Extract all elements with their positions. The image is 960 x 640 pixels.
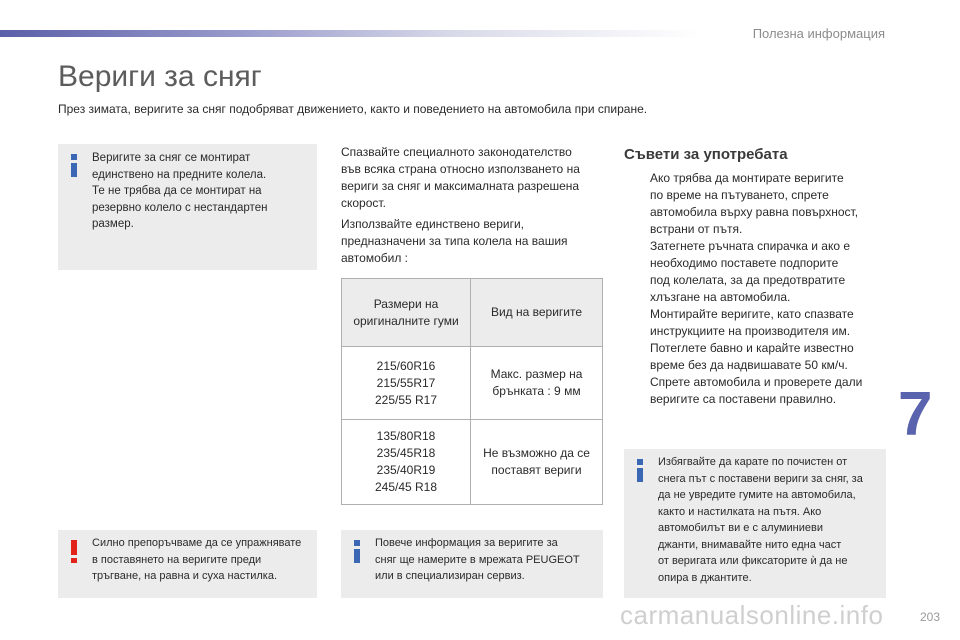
table-header-cell: Вид на веригите bbox=[471, 279, 603, 347]
list-item: Потеглете бавно и карайте известно време без да надвишавате 50 км/ч. bbox=[650, 341, 854, 372]
use-chains-paragraph: Използвайте единствено вериги, предназначени за типа колела на вашия автомобил : bbox=[341, 217, 568, 265]
watermark: carmanualsonline.info bbox=[620, 600, 884, 630]
info-box-more-info bbox=[341, 530, 603, 598]
header-gradient-bar bbox=[0, 30, 700, 37]
info-icon bbox=[637, 459, 644, 481]
table-header-cell: Размери на оригиналните гуми bbox=[342, 279, 471, 347]
tips-title: Съвети за употребата bbox=[624, 146, 788, 163]
info-box-clear-road bbox=[624, 449, 886, 598]
warning-box-practice bbox=[58, 530, 317, 598]
page-title: Вериги за сняг bbox=[58, 60, 262, 93]
info-box-text: Избягвайте да карате по почистен от снега път с поставени вериги за сняг, за да не увредите гумите на автомобила, както и настилката на пътя. Ако автомобилът ви е с алуминиеви джанти, внимавайте нито една част от веригата или фиксаторите ѝ да не опира в джантите. bbox=[658, 456, 863, 584]
table-cell-chain: Макс. размер на брънката : 9 мм bbox=[471, 347, 603, 420]
warning-box-text: Силно препоръчваме да се упражнявате в поставянето на веригите преди тръгване, на равна и суха настилка. bbox=[92, 537, 302, 582]
table-cell-sizes: 135/80R18 235/45R18 235/40R19 245/45 R18 bbox=[342, 420, 471, 505]
chapter-number: 7 bbox=[898, 380, 933, 449]
page-number: 203 bbox=[919, 610, 940, 624]
info-box-text: Повече информация за веригите за сняг ще намерите в мрежата PEUGEOT или в специализиран сервиз. bbox=[375, 537, 580, 582]
info-box-text: Веригите за сняг се монтират единствено на предните колела. Те не трябва да се монтират на резервно колело с нестандартен размер. bbox=[92, 152, 268, 230]
table-row bbox=[342, 420, 603, 505]
tips-list bbox=[624, 170, 894, 408]
legislation-paragraph: Спазвайте специалното законодателство във всяка страна относно използването на вериги за сняг и максималната разрешена скорост. bbox=[341, 145, 580, 210]
info-box-front-wheels bbox=[58, 144, 317, 270]
table-header-row bbox=[342, 279, 603, 347]
table-cell-chain: Не възможно да се поставят вериги bbox=[471, 420, 603, 505]
table-cell-sizes: 215/60R16 215/55R17 225/55 R17 bbox=[342, 347, 471, 420]
warning-icon bbox=[71, 540, 78, 562]
chain-size-table bbox=[341, 278, 603, 505]
table-row bbox=[342, 347, 603, 420]
section-title: Полезна информация bbox=[752, 26, 885, 41]
list-item: Ако трябва да монтирате веригите по време на пътуването, спрете автомобила върху равна повърхност, встрани от пътя. bbox=[650, 171, 859, 236]
info-icon bbox=[71, 154, 78, 176]
info-icon bbox=[354, 540, 361, 562]
list-item: Монтирайте веригите, като спазвате инструкциите на производителя им. bbox=[650, 307, 854, 338]
intro-text: През зимата, веригите за сняг подобряват движението, както и поведението на автомобила при спиране. bbox=[58, 102, 648, 116]
list-item: Спрете автомобила и проверете дали веригите са поставени правилно. bbox=[650, 375, 863, 406]
list-item: Затегнете ръчната спирачка и ако е необходимо поставете подпорите под колелата, за да предотвратите хлъзгане на автомобила. bbox=[650, 239, 851, 304]
